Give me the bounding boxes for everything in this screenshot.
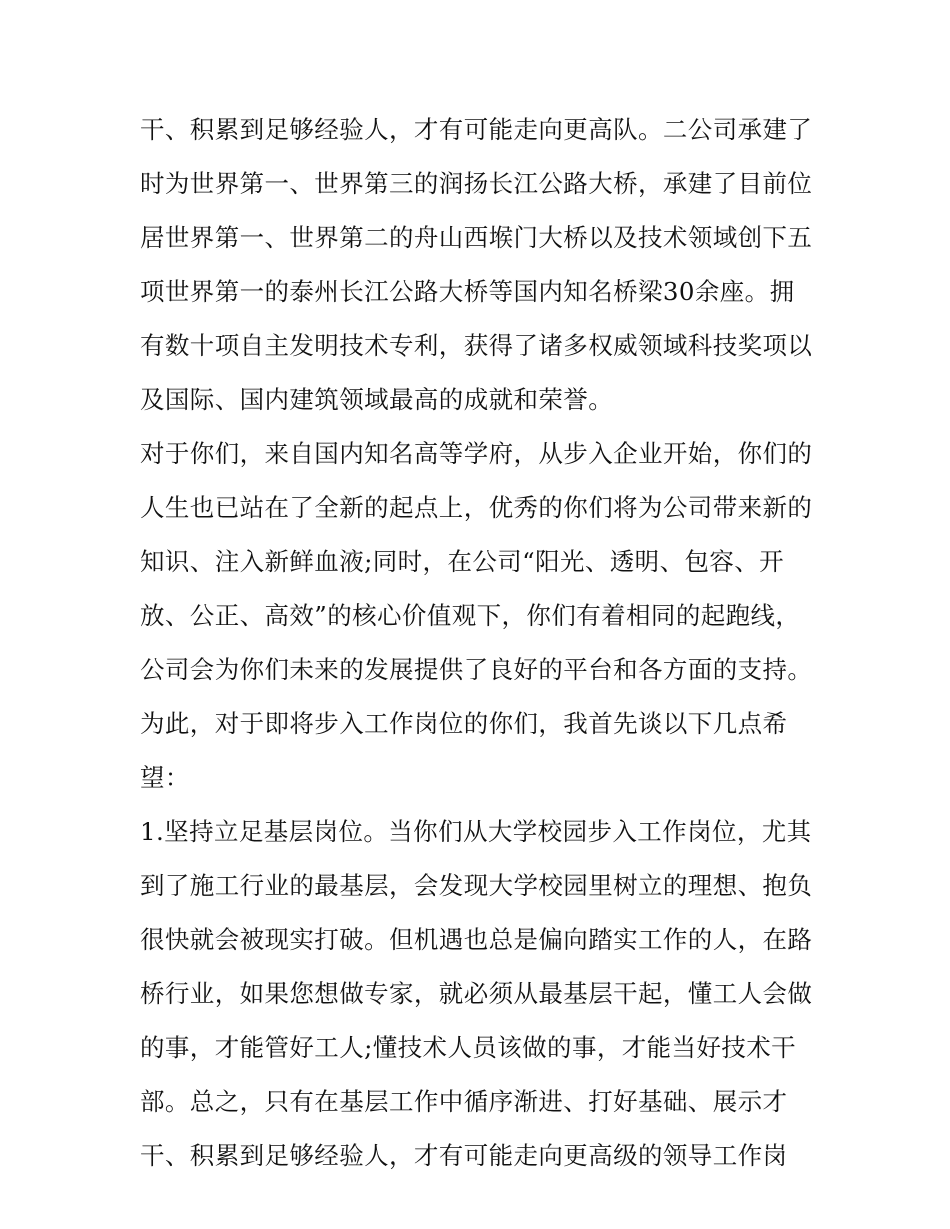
text-line-3: 居世界第一、世界第二的舟山西堠门大桥以及技术领域创下五 — [140, 223, 813, 252]
text-line-19: 部。总之，只有在基层工作中循序渐进、打好基础、展示才 — [140, 1087, 788, 1116]
text-line-16: 很快就会被现实打破。但机遇也总是偏向踏实工作的人，在路 — [140, 925, 813, 954]
text-line-12: 为此，对于即将步入工作岗位的你们，我首先谈以下几点希 — [140, 709, 788, 738]
text-line-10: 放、公正、高效”的核心价值观下，你们有着相同的起跑线， — [140, 601, 801, 630]
text-line-1: 干、积累到足够经验人，才有可能走向更高队。二公司承建了 — [140, 115, 813, 144]
text-line-6: 及国际、国内建筑领域最高的成就和荣誉。 — [140, 385, 614, 414]
text-line-17: 桥行业，如果您想做专家，就必须从最基层干起，懂工人会做 — [140, 979, 813, 1008]
text-line-18: 的事，才能管好工人;懂技术人员该做的事，才能当好技术干 — [140, 1033, 797, 1062]
text-line-14: 1.坚持立足基层岗位。当你们从大学校园步入工作岗位，尤其 — [140, 817, 812, 846]
text-line-5: 有数十项自主发明技术专利，获得了诸多权威领域科技奖项以 — [140, 331, 813, 360]
text-line-11: 公司会为你们未来的发展提供了良好的平台和各方面的支持。 — [140, 655, 813, 684]
text-line-2: 时为世界第一、世界第三的润扬长江公路大桥，承建了目前位 — [140, 169, 813, 198]
text-line-13: 望： — [140, 763, 190, 792]
text-line-9: 知识、注入新鲜血液;同时，在公司“阳光、透明、包容、开 — [140, 547, 785, 576]
text-line-15: 到了施工行业的最基层，会发现大学校园里树立的理想、抱负 — [140, 871, 813, 900]
text-line-7: 对于你们，来自国内知名高等学府，从步入企业开始，你们的 — [140, 439, 813, 468]
text-line-20: 干、积累到足够经验人，才有可能走向更高级的领导工作岗 — [140, 1141, 788, 1170]
text-line-8: 人生也已站在了全新的起点上，优秀的你们将为公司带来新的 — [140, 493, 813, 522]
text-line-4: 项世界第一的泰州长江公路大桥等国内知名桥梁30余座。拥 — [140, 277, 795, 306]
